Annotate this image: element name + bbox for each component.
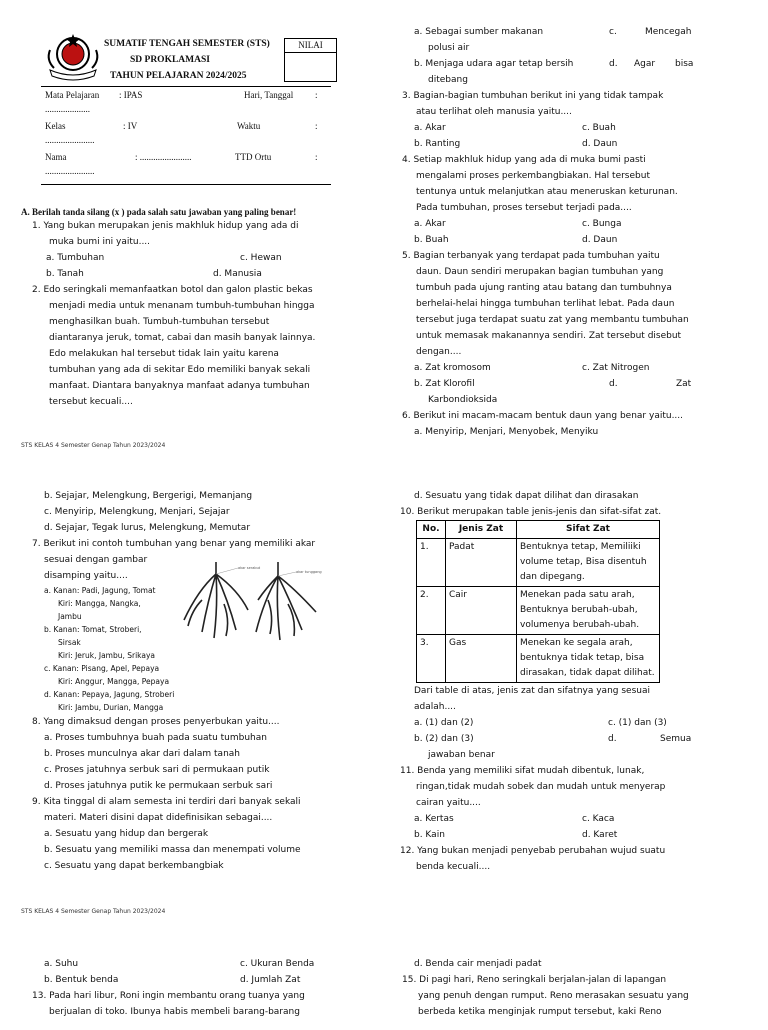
q10-option-a[interactable]: a. (1) dan (2) (414, 718, 474, 728)
q3-option-d[interactable]: d. Daun (582, 139, 618, 149)
hari-dots: .................... (45, 104, 90, 114)
q2-option-d-text: bisa (675, 59, 694, 69)
q15-text: yang penuh dengan rumput. Reno merasakan sesuatu yang (418, 991, 689, 1001)
header-line-1: SUMATIF TENGAH SEMESTER (STS) (104, 39, 270, 49)
q6-option-b[interactable]: b. Sejajar, Melengkung, Bergerigi, Memanjang (44, 491, 253, 501)
nama-dots: ...................... (45, 166, 95, 176)
q4-text: mengalami proses perkembangbiakan. Hal tersebut (416, 171, 650, 181)
q4-option-d[interactable]: d. Daun (582, 235, 618, 245)
q7-option-c[interactable]: c. Kanan: Pisang, Apel, Pepaya (44, 664, 160, 673)
q2-option-d-cont: ditebang (428, 75, 468, 85)
q8-option-c[interactable]: c. Proses jatuhnya serbuk sari di permukaan putik (44, 765, 270, 775)
q11-option-b[interactable]: b. Kain (414, 830, 445, 840)
q7-text: 7. Berikut ini contoh tumbuhan yang benar yang memiliki akar (32, 539, 316, 549)
q11-option-c[interactable]: c. Kaca (582, 814, 615, 824)
q2-text: Edo melakukan hal tersebut tidak lain yaitu karena (49, 349, 279, 359)
table-header-jenis: Jenis Zat (446, 521, 517, 539)
q2-option-d-text: Agar (634, 59, 656, 69)
q10-text: 10. Berikut merupakan table jenis-jenis dan sifat-sifat zat. (400, 507, 662, 517)
q2-text: tersebut kecuali.... (49, 397, 133, 407)
q7-option-d-cont: Kiri: Jambu, Durian, Mangga (58, 703, 164, 712)
q6-text: 6. Berikut ini macam-macam bentuk daun yang benar yaitu.... (402, 411, 684, 421)
q3-option-c[interactable]: c. Buah (582, 123, 616, 133)
q5-option-b[interactable]: b. Zat Klorofil (414, 379, 475, 389)
q10-option-c[interactable]: c. (1) dan (3) (608, 718, 667, 728)
left-column-3 (32, 956, 362, 1020)
q2-text: tumbuhan yang ada di sekitar Edo memiliki banyak sekali (49, 365, 311, 375)
q2-option-c-cont: polusi air (428, 43, 470, 53)
q6-option-a[interactable]: a. Menyirip, Menjari, Menyobek, Menyiku (414, 427, 599, 437)
q2-text: manfaat. Diantara banyaknya manfaat adanya tumbuhan (49, 381, 310, 391)
q6-option-c[interactable]: c. Menyirip, Melengkung, Menjari, Sejajar (44, 507, 230, 517)
q1-option-a[interactable]: a. Tumbuhan (46, 253, 105, 263)
q9-text: 9. Kita tinggal di alam semesta ini terdiri dari banyak sekali (32, 797, 301, 807)
table-header-no: No. (417, 521, 446, 539)
q2-option-c-text: Mencegah (645, 27, 692, 37)
q2-text: diantaranya jeruk, tomat, cabai dan masih banyak lainnya. (49, 333, 316, 343)
q12-text: 12. Yang bukan menjadi penyebab perubahan wujud suatu (400, 846, 666, 856)
page-3 (0, 950, 768, 1030)
kelas-label: Kelas (45, 121, 66, 131)
table-cell: Menekan ke segala arah, bentuknya tidak tetap, bisa dirasakan, tidak dapat dilihat. (517, 635, 660, 683)
q1-option-d[interactable]: d. Manusia (213, 269, 262, 279)
q2-text: menjadi media untuk menanam tumbuh-tumbuhan hingga (49, 301, 315, 311)
section-a-instruction: A. Berilah tanda silang (x ) pada salah satu jawaban yang paling benar! (21, 207, 297, 217)
q1-text: 1. Yang bukan merupakan jenis makhluk hidup yang ada di (32, 221, 299, 231)
q15-text: 15. Di pagi hari, Reno seringkali berjalan-jalan di lapangan (402, 975, 667, 985)
page-footer: STS KELAS 4 Semester Genap Tahun 2023/2024 (21, 442, 166, 449)
root-label-left: akar serabut (238, 566, 261, 570)
table-header-sifat: Sifat Zat (517, 521, 660, 539)
q7-option-a-cont: Kiri: Mangga, Nangka, (58, 599, 141, 608)
q12-option-c[interactable]: c. Ukuran Benda (240, 959, 315, 969)
table-cell: Menekan pada satu arah, Bentuknya berubah-ubah, volumenya berubah-ubah. (517, 587, 660, 635)
kelas-value: : IV (123, 121, 138, 131)
right-column-2 (400, 488, 695, 875)
mapel-label: Mata Pelajaran (45, 90, 100, 100)
q3-option-b[interactable]: b. Ranting (414, 139, 461, 149)
root-diagram-icon (178, 560, 322, 644)
kelas-dots: ...................... (45, 135, 95, 145)
q7-option-a-cont: Jambu (58, 612, 82, 621)
q2-text: menghasilkan buah. Tumbuh-tumbuhan tersebut (49, 317, 270, 327)
q2-option-c[interactable]: c. (609, 27, 617, 37)
q3-text: 3. Bagian-bagian tumbuhan berikut ini yang tidak tampak (402, 91, 664, 101)
q5-text: daun. Daun sendiri merupakan bagian tumbuhan yang (416, 267, 664, 277)
q13-text: berjualan di toko. Ibunya habis membeli barang-barang (49, 1007, 300, 1017)
q5-option-d[interactable]: d. (609, 379, 618, 389)
hari-label: Hari, Tanggal (244, 90, 294, 100)
q5-text: 5. Bagian terbanyak yang terdapat pada tumbuhan yaitu (402, 251, 660, 261)
q4-option-a[interactable]: a. Akar (414, 219, 446, 229)
left-column-1 (32, 218, 362, 410)
q10-option-d[interactable]: d. (608, 734, 617, 744)
q5-option-d-text: Zat (676, 379, 692, 389)
table-cell: 3. (417, 635, 446, 683)
mapel-value: : IPAS (119, 90, 143, 100)
q11-text: 11. Benda yang memiliki sifat mudah dibentuk, lunak, (400, 766, 645, 776)
q4-text: 4. Setiap makhluk hidup yang ada di muka bumi pasti (402, 155, 646, 165)
q2-option-d[interactable]: d. (609, 59, 618, 69)
q3-text: atau terlihat oleh manusia yaitu.... (416, 107, 572, 117)
school-logo-icon (44, 30, 102, 82)
q11-text: cairan yaitu.... (416, 798, 481, 808)
divider (41, 184, 331, 185)
q9-option-d[interactable]: d. Sesuatu yang tidak dapat dilihat dan dirasakan (414, 491, 639, 501)
q1-option-c[interactable]: c. Hewan (240, 253, 282, 263)
q9-option-c[interactable]: c. Sesuatu yang dapat berkembangbiak (44, 861, 224, 871)
q4-option-c[interactable]: c. Bunga (582, 219, 622, 229)
header-line-3: TAHUN PELAJARAN 2024/2025 (110, 71, 247, 81)
student-info (41, 86, 331, 180)
q7-option-a[interactable]: a. Kanan: Padi, Jagung, Tomat (44, 586, 156, 595)
q13-text: 13. Pada hari libur, Roni ingin membantu orang tuanya yang (32, 991, 305, 1001)
q5-text: tersebut juga terdapat suatu zat yang membantu tumbuhan (416, 315, 689, 325)
q11-option-a[interactable]: a. Kertas (414, 814, 454, 824)
q5-text: untuk memasak makanannya sendiri. Zat tersebut disebut (416, 331, 682, 341)
page-footer: STS KELAS 4 Semester Genap Tahun 2023/2024 (21, 908, 166, 915)
q8-option-b[interactable]: b. Proses munculnya akar dari dalam tanah (44, 749, 240, 759)
table-cell: Cair (446, 587, 517, 635)
q10-option-d-cont: jawaban benar (428, 750, 495, 760)
q10-option-b[interactable]: b. (2) dan (3) (414, 734, 474, 744)
zat-table (416, 520, 660, 683)
exam-header (104, 36, 270, 84)
q5-text: dengan.... (416, 347, 462, 357)
table-cell: Gas (446, 635, 517, 683)
q15-text: berbeda ketika menginjak rumput tersebut, kaki Reno (418, 1007, 662, 1017)
nama-value: : ....................... (135, 152, 192, 162)
q5-text: berhelai-helai hingga tumbuhan terlihat lebat. Pada daun (416, 299, 675, 309)
q7-text: sesuai dengan gambar (44, 555, 148, 565)
q7-option-b-cont: Sirsak (58, 638, 81, 647)
q12-option-a[interactable]: a. Suhu (44, 959, 79, 969)
nama-label: Nama (45, 152, 67, 162)
q9-option-b[interactable]: b. Sesuatu yang memiliki massa dan menempati volume (44, 845, 301, 855)
q7-option-c-cont: Kiri: Anggur, Mangga, Pepaya (58, 677, 170, 686)
q9-text: materi. Materi disini dapat didefinisikan sebagai.... (44, 813, 273, 823)
waktu-label: Waktu (237, 121, 261, 131)
q5-option-a[interactable]: a. Zat kromosom (414, 363, 491, 373)
q9-option-a[interactable]: a. Sesuatu yang hidup dan bergerak (44, 829, 209, 839)
left-column-2 (32, 488, 362, 874)
table-row (417, 539, 660, 587)
q5-option-c[interactable]: c. Zat Nitrogen (582, 363, 650, 373)
right-column-3 (402, 956, 692, 1020)
q4-text: tentunya untuk melanjutkan atau meneruskan keturunan. (416, 187, 678, 197)
q12-text: benda kecuali.... (416, 862, 491, 872)
q1-text-2: muka bumi ini yaitu.... (49, 237, 151, 247)
q10-option-d-text: Semua (660, 734, 692, 744)
table-row (417, 635, 660, 683)
q14-option-d[interactable]: d. Benda cair menjadi padat (414, 959, 542, 969)
q7-option-b-cont: Kiri: Jeruk, Jambu, Srikaya (58, 651, 156, 660)
q12-option-b[interactable]: b. Bentuk benda (44, 975, 119, 985)
right-column-1 (402, 24, 692, 440)
ttd-label: TTD Ortu (235, 152, 272, 162)
q10-text: adalah.... (414, 702, 456, 712)
table-cell: 1. (417, 539, 446, 587)
page-1 (0, 0, 768, 450)
table-row (417, 587, 660, 635)
nilai-box (284, 38, 337, 82)
colon: : (315, 90, 318, 100)
colon: : (315, 121, 318, 131)
root-label-right: akar tunggang (296, 570, 322, 574)
q8-text: 8. Yang dimaksud dengan proses penyerbukan yaitu.... (32, 717, 280, 727)
q4-option-b[interactable]: b. Buah (414, 235, 449, 245)
q5-option-d-cont: Karbondioksida (428, 395, 498, 405)
q5-text: tumbuh pada ujung ranting atau batang dan tumbuhnya (416, 283, 672, 293)
q12-option-d[interactable]: d. Jumlah Zat (240, 975, 301, 985)
table-cell: 2. (417, 587, 446, 635)
table-cell: Padat (446, 539, 517, 587)
nilai-label: NILAI (285, 39, 336, 53)
q8-option-a[interactable]: a. Proses tumbuhnya buah pada suatu tumbuhan (44, 733, 267, 743)
q4-text: Pada tumbuhan, proses tersebut terjadi pada.... (416, 203, 632, 213)
q1-option-b[interactable]: b. Tanah (46, 269, 84, 279)
q7-option-d[interactable]: d. Kanan: Pepaya, Jagung, Stroberi (44, 690, 175, 699)
q11-option-d[interactable]: d. Karet (582, 830, 618, 840)
q2-text: 2. Edo seringkali memanfaatkan botol dan galon plastic bekas (32, 285, 313, 295)
header-line-2: SD PROKLAMASI (130, 55, 210, 65)
table-cell: Bentuknya tetap, Memiliiki volume tetap, Bisa disentuh dan dipegang. (517, 539, 660, 587)
q7-option-b[interactable]: b. Kanan: Tomat, Stroberi, (44, 625, 142, 634)
q2-option-a[interactable]: a. Sebagai sumber makanan (414, 27, 544, 37)
page-2 (0, 478, 768, 928)
q11-text: ringan,tidak mudah sobek dan mudah untuk menyerap (416, 782, 666, 792)
q2-option-b[interactable]: b. Menjaga udara agar tetap bersih (414, 59, 574, 69)
q7-text: disamping yaitu.... (44, 571, 128, 581)
colon: : (315, 152, 318, 162)
q8-option-d[interactable]: d. Proses jatuhnya putik ke permukaan serbuk sari (44, 781, 273, 791)
q10-text: Dari table di atas, jenis zat dan sifatnya yang sesuai (414, 686, 650, 696)
q3-option-a[interactable]: a. Akar (414, 123, 446, 133)
q6-option-d[interactable]: d. Sejajar, Tegak lurus, Melengkung, Memutar (44, 523, 251, 533)
